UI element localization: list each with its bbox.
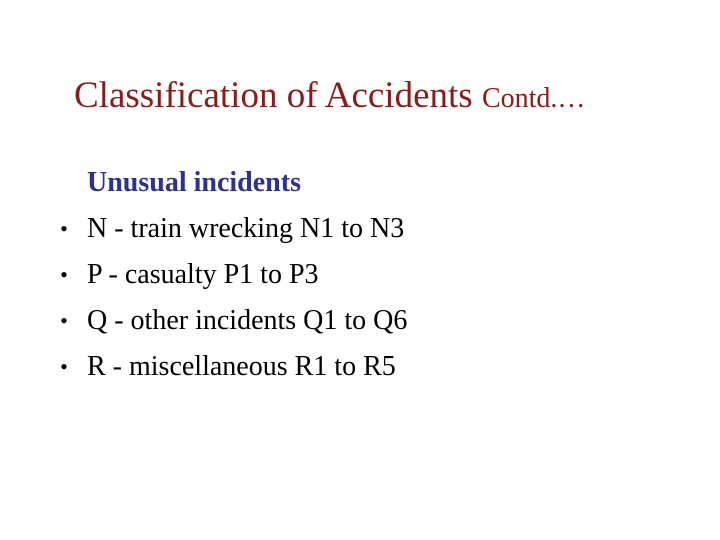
bullet-icon: •	[60, 354, 68, 379]
bullet-list	[54, 206, 674, 390]
bullet-item-r	[54, 344, 674, 390]
bullet-text: Q - other incidents Q1 to Q6	[87, 305, 408, 336]
bullet-item-q	[54, 298, 674, 344]
bullet-icon: •	[60, 308, 68, 333]
bullet-text: N - train wrecking N1 to N3	[87, 213, 405, 244]
bullet-icon: •	[60, 216, 68, 241]
bullet-text: P - casualty P1 to P3	[87, 259, 319, 290]
bullet-item-p	[54, 252, 674, 298]
slide-content	[54, 160, 674, 390]
title-suffix: Contd.…	[481, 83, 586, 114]
bullet-text: R - miscellaneous R1 to R5	[87, 351, 396, 382]
slide-title	[74, 70, 585, 125]
bullet-icon: •	[60, 262, 68, 287]
bullet-item-n	[54, 206, 674, 252]
title-text: Classification of Accidents	[74, 75, 473, 116]
section-subheading: Unusual incidents	[87, 167, 301, 198]
